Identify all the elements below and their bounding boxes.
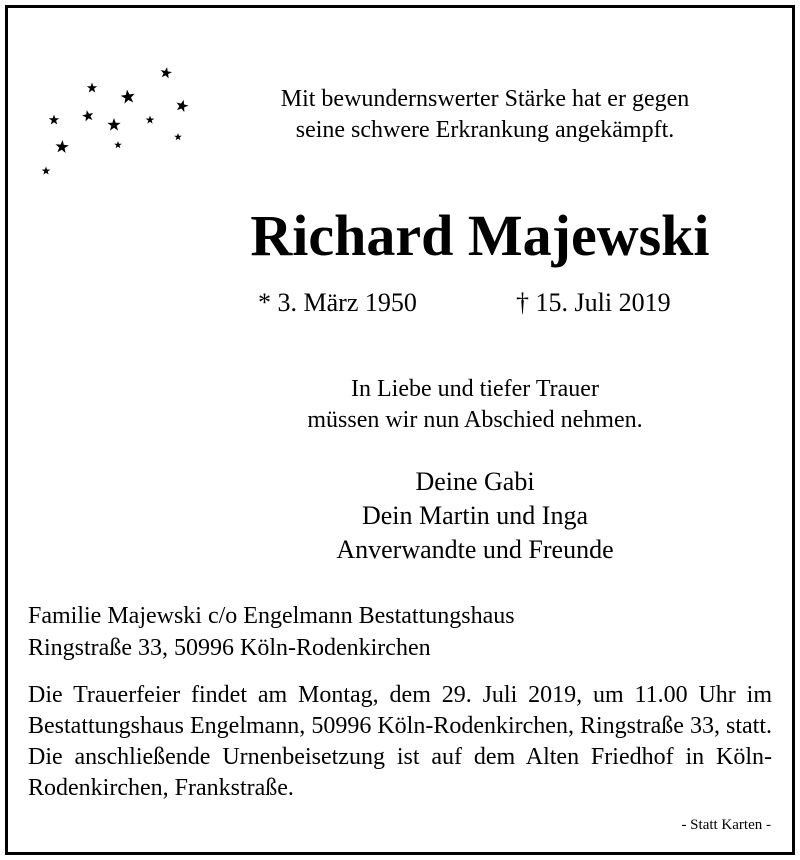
quote-line: Mit bewundernswerter Stärke hat er gegen — [280, 86, 690, 112]
statt-karten-note: - Statt Karten - — [681, 817, 771, 833]
grief-line: müssen wir nun Abschied nehmen. — [307, 407, 643, 433]
stars-decoration-icon — [30, 60, 200, 190]
birth-date: * 3. März 1950 — [258, 288, 417, 317]
deceased-name: Richard Majewski — [250, 203, 710, 268]
death-date: † 15. Juli 2019 — [516, 288, 671, 317]
grief-statement — [220, 374, 730, 436]
grief-line: In Liebe und tiefer Trauer — [351, 376, 599, 402]
mourner: Anverwandte und Freunde — [336, 535, 614, 564]
address-line: Familie Majewski c/o Engelmann Bestattungshaus — [28, 603, 515, 629]
family-address — [28, 600, 515, 664]
opening-quote — [220, 84, 750, 146]
address-line: Ringstraße 33, 50996 Köln-Rodenkirchen — [28, 635, 431, 661]
mourner: Dein Martin und Inga — [361, 501, 588, 530]
funeral-notice: Die Trauerfeier findet am Montag, dem 29. Juli 2019, um 11.00 Uhr im Bestattungshaus Engelmann, 50996 Köln-Rodenkirchen, Ringstraße 33, statt. Die anschließende Urnenbeisetzung ist auf dem Alten Friedhof in Köln-Rodenkirchen, Frankstraße. — [28, 682, 772, 801]
mourner: Deine Gabi — [415, 467, 535, 496]
mourners-list — [270, 465, 680, 567]
quote-line: seine schwere Erkrankung angekämpft. — [295, 117, 675, 143]
